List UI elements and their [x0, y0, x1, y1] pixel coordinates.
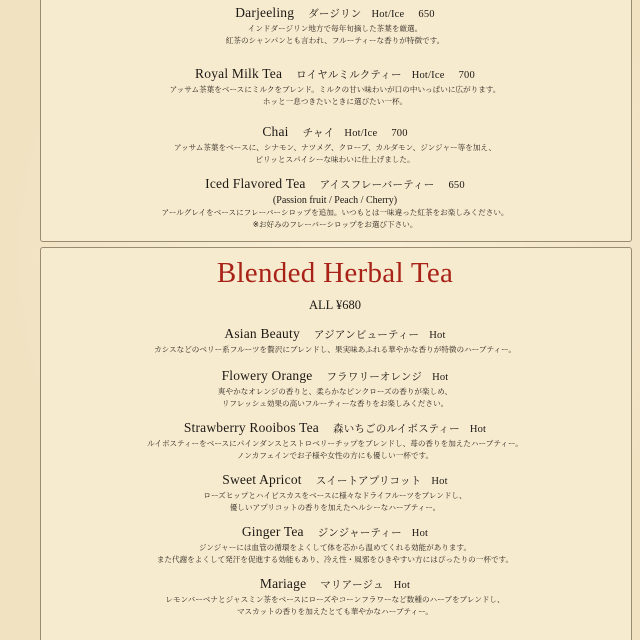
item-temperature: Hot/Ice [411, 70, 445, 81]
item-description: アッサム茶葉をベースにミルクをブレンド。ミルクの甘い味わいが口の中いっぱいに広がります。 [169, 85, 501, 94]
item-name-jp: チャイ [302, 128, 335, 139]
item-temperature: Hot [393, 580, 411, 591]
menu-item-sweet-apricot [40, 472, 630, 514]
item-price: 700 [458, 70, 475, 81]
item-name-jp: アジアンビューティー [313, 330, 420, 341]
item-name-en: Chai [262, 124, 289, 139]
item-name-en: Darjeeling [235, 5, 295, 20]
item-name-en: Royal Milk Tea [195, 66, 283, 81]
item-temperature: Hot/Ice [371, 9, 405, 20]
menu-item-chai [40, 124, 630, 166]
item-name-en: Sweet Apricot [222, 472, 302, 487]
item-temperature: Hot [431, 476, 448, 487]
item-description: 爽やかなオレンジの香りと、柔らかなピンクローズの香りが楽しめ、 [217, 387, 453, 396]
item-name-en: Strawberry Rooibos Tea [183, 420, 319, 435]
item-description: ルイボスティーをベースにパインダンスとストロベリーチップをブレンドし、苺の香りを加えたハーブティー。 [147, 439, 523, 448]
menu-item-strawberry-rooibos-tea [40, 420, 630, 462]
item-name-jp: ダージリン [308, 9, 362, 20]
item-description: ピリッとスパイシーな味わいに仕上げました。 [255, 155, 415, 164]
item-description: カシスなどのベリー系フルーツを贅沢にブレンドし、果実味あふれる華やかな香りが特徴のハーブティー。 [154, 345, 516, 354]
item-description: アッサム茶葉をベースに、シナモン、ナツメグ、クローブ、カルダモン、ジンジャー等を加え、 [173, 143, 497, 152]
item-name-jp: ロイヤルミルクティー [296, 70, 402, 81]
item-flavor-options: (Passion fruit / Peach / Cherry) [272, 195, 398, 206]
item-name-jp: 森いちごのルイボスティー [333, 424, 460, 435]
item-description: 紅茶のシャンパンとも言われ、フルーティーな香りが特徴です。 [225, 36, 445, 45]
item-description: ノンカフェインでお子様や女性の方にも優しい一杯です。 [236, 451, 434, 460]
item-description: ジンジャーには血管の循環をよくして体を芯から温めてくれる効能があります。 [198, 543, 472, 552]
item-temperature: Hot [411, 528, 429, 539]
menu-item-asian-beauty [40, 326, 630, 356]
item-temperature: Hot [469, 424, 487, 435]
item-description: マスカットの香りを加えたとても華やかなハーブティー。 [236, 607, 434, 616]
item-description: ローズヒップとハイビスカスをベースに様々なドライフルーツをブレンドし、 [203, 491, 467, 500]
menu-item-royal-milk-tea [40, 66, 630, 108]
item-description: インドダージリン地方で毎年旬摘した茶葉を厳選。 [247, 24, 423, 33]
item-price: 650 [448, 180, 465, 191]
item-name-en: Ginger Tea [241, 524, 304, 539]
menu-item-ginger-tea [40, 524, 630, 566]
item-description: リフレッシュ効果の高いフルーティーな香りをお楽しみください。 [221, 399, 449, 408]
item-description: 優しいアプリコットの香りを加えたヘルシーなハーブティー。 [229, 503, 441, 512]
item-name-en: Flowery Orange [221, 368, 313, 383]
item-name-en: Mariage [259, 576, 307, 591]
item-price: 650 [418, 9, 435, 20]
item-description: レモンバーベナとジャスミン茶をベースにローズやコーンフラワーなど数種のハーブをブレンドし、 [165, 595, 505, 604]
item-name-jp: ジンジャーティー [317, 528, 402, 539]
item-name-jp: フラワリーオレンジ [326, 372, 423, 383]
item-temperature: Hot/Ice [344, 128, 378, 139]
item-description: ※お好みのフレーバーシロップをお選び下さい。 [252, 220, 418, 229]
item-description: ホッと一息つきたいときに選びたい一杯。 [262, 97, 408, 106]
item-name-jp: アイスフレーバーティー [319, 180, 435, 191]
item-temperature: Hot [432, 372, 449, 383]
item-name-en: Iced Flavored Tea [205, 176, 306, 191]
item-description: アールグレイをベースにフレーバーシロップを追加。いつもとは一味違った紅茶をお楽しみください。 [161, 208, 509, 217]
item-temperature: Hot [429, 330, 446, 341]
item-name-en: Asian Beauty [224, 326, 300, 341]
section-price: ALL ¥680 [309, 298, 361, 312]
item-description: また代謝をよくして発汗を促進する効能もあり、冷え性・風邪をひきやすい方にはぴったりの一杯です。 [156, 555, 514, 564]
item-name-jp: スイートアプリコット [315, 476, 422, 487]
item-price: 700 [391, 128, 408, 139]
menu-item-darjeeling [40, 5, 630, 47]
menu-item-mariage [40, 576, 630, 618]
menu-item-flowery-orange [40, 368, 630, 410]
section-title: Blended Herbal Tea [216, 257, 454, 289]
item-name-jp: マリアージュ [320, 580, 384, 591]
menu-item-iced-flavored-tea [40, 176, 630, 231]
